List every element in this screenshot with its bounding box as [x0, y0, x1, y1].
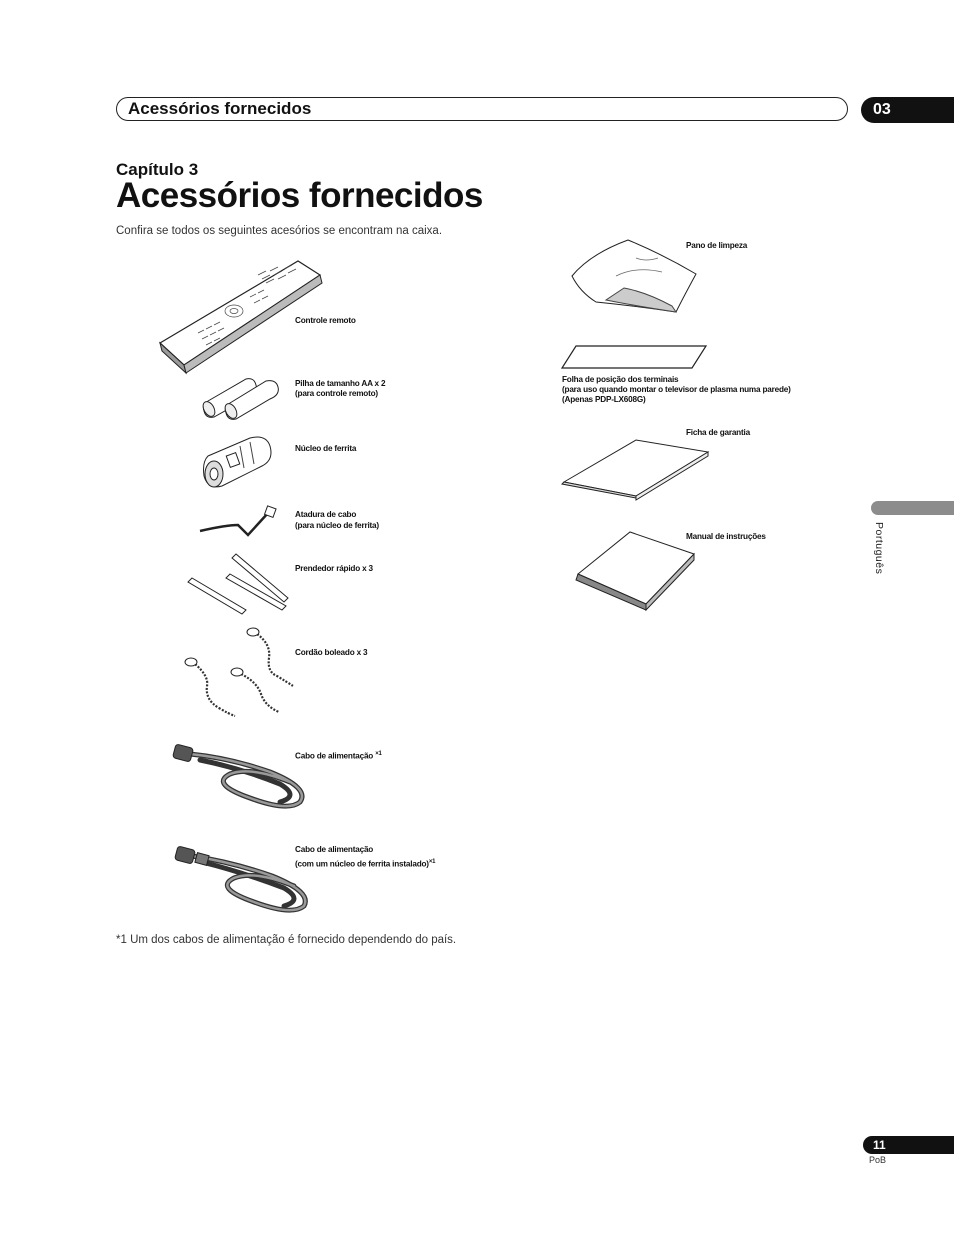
page-title: Acessórios fornecidos — [116, 176, 483, 215]
remote-control-illustration — [158, 255, 323, 375]
label-terminal-sheet-model: (Apenas PDP-LX608G) — [562, 395, 646, 404]
footnote-marker: ×1 — [428, 859, 436, 865]
label-power-cord-text: Cabo de alimentação — [295, 751, 376, 761]
label-remote-control: Controle remoto — [295, 316, 356, 325]
footnote: *1 Um dos cabos de alimentação é fornecido dependendo do país. — [116, 934, 457, 946]
label-cleaning-cloth: Pano de limpeza — [686, 241, 748, 250]
header-title: Acessórios fornecidos — [128, 99, 312, 118]
label-power-cord-ferrite-note-text: (com um núcleo de ferrita instalado) — [295, 859, 429, 869]
quick-clamps-illustration — [186, 550, 296, 616]
label-warranty-card: Ficha de garantia — [686, 428, 750, 437]
chapter-label: Capítulo 3 — [116, 160, 199, 179]
terminal-sheet-illustration — [560, 344, 708, 370]
label-power-cord — [295, 749, 382, 762]
label-power-cord-ferrite-note — [295, 857, 435, 870]
label-batteries: Pilha de tamanho AA x 2 — [295, 379, 386, 388]
warranty-card-illustration — [560, 438, 710, 500]
label-power-cord-ferrite: Cabo de alimentação — [295, 845, 374, 854]
label-batteries-note: (para controle remoto) — [295, 389, 378, 398]
language-label: Português — [873, 522, 885, 575]
chapter-number-tab: 03 — [861, 97, 954, 123]
page-number: 11 — [863, 1136, 954, 1154]
cleaning-cloth-illustration — [566, 236, 701, 316]
label-bead-band: Cordão boleado x 3 — [295, 648, 368, 657]
instruction-manual-illustration — [574, 530, 696, 610]
language-side-tab — [871, 501, 954, 515]
ferrite-core-illustration — [200, 432, 280, 496]
label-cable-tie-note: (para núcleo de ferrita) — [295, 521, 379, 530]
intro-text: Confira se todos os seguintes acesórios se encontram na caixa. — [116, 225, 443, 237]
label-ferrite-core: Núcleo de ferrita — [295, 444, 357, 453]
label-quick-clamp: Prendedor rápido x 3 — [295, 564, 373, 573]
power-cord-illustration — [170, 738, 315, 814]
label-instruction-manual: Manual de instruções — [686, 532, 766, 541]
label-terminal-sheet: Folha de posição dos terminais — [562, 375, 679, 384]
cable-tie-illustration — [196, 505, 281, 539]
bead-bands-illustration — [183, 624, 298, 724]
label-cable-tie: Atadura de cabo — [295, 510, 357, 519]
label-terminal-sheet-note: (para uso quando montar o televisor de plasma numa parede) — [562, 385, 791, 394]
footnote-marker: ×1 — [375, 751, 382, 757]
batteries-illustration — [200, 373, 285, 421]
page-code: PoB — [869, 1155, 887, 1165]
